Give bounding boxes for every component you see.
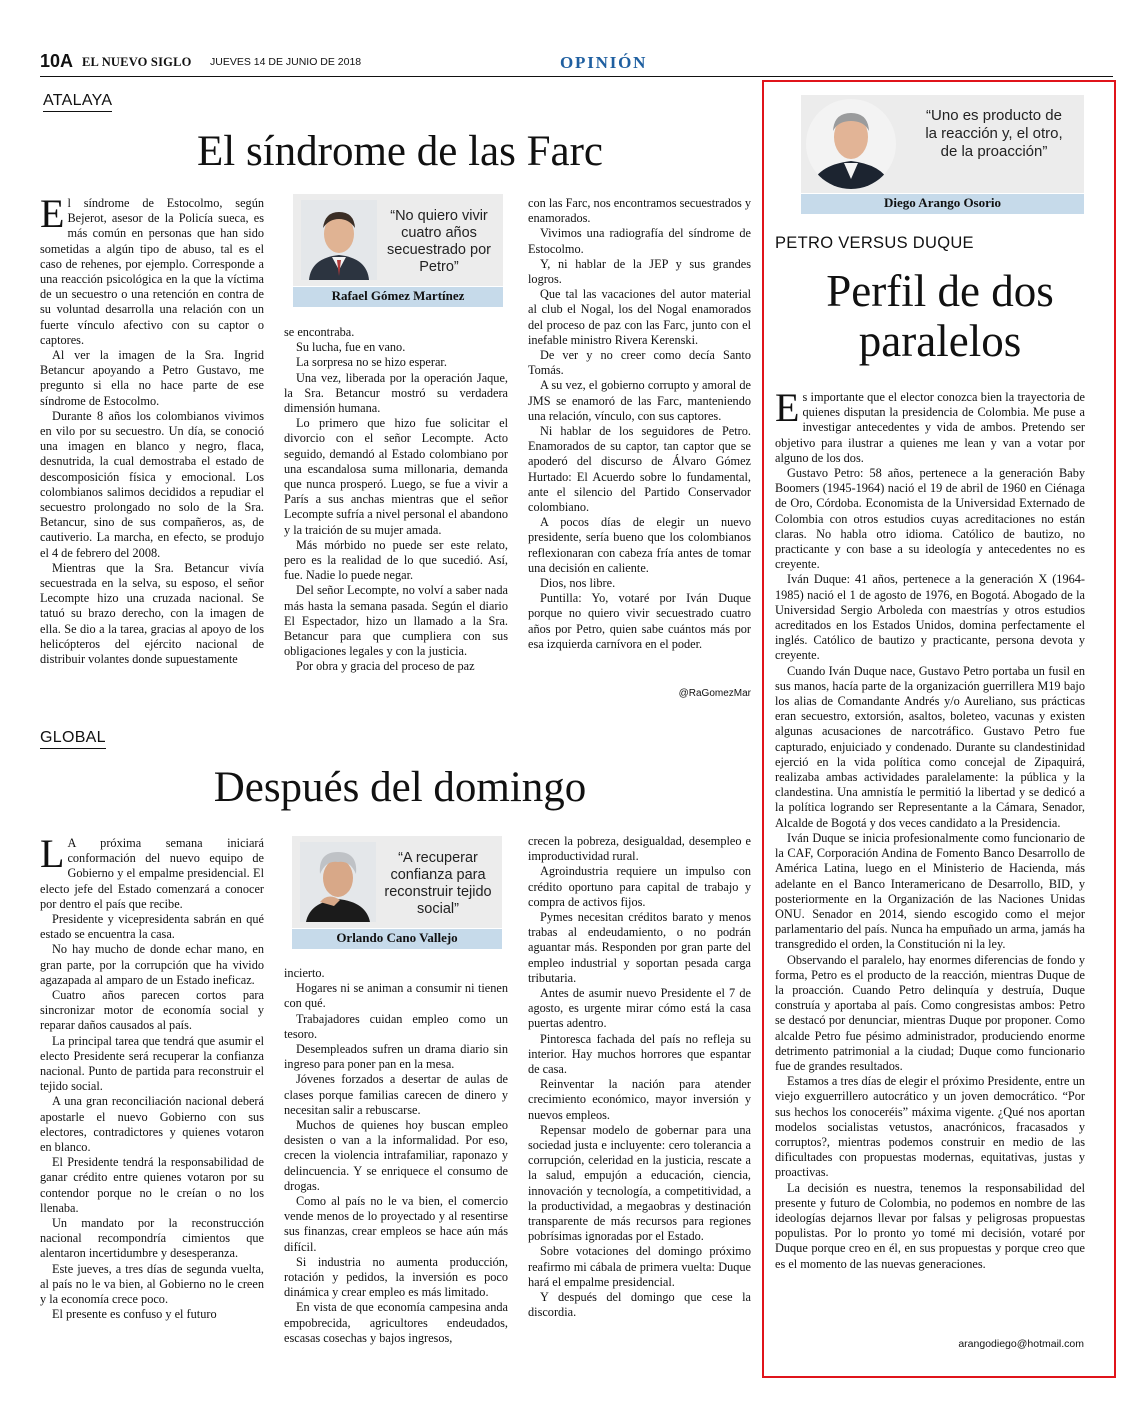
article-column	[528, 196, 751, 686]
headline-farc: El síndrome de las Farc	[196, 128, 603, 175]
paragraph: Pintoresca fachada del país no refleja su interior. Hay muchos horrores que espantar de casa.	[528, 1031, 751, 1077]
author-photo	[806, 99, 896, 189]
quote-box-arango	[801, 95, 1084, 193]
author-byline: Orlando Cano Vallejo	[292, 929, 502, 949]
paragraph: Observando el paralelo, hay enormes diferencias de fondo y forma, Petro es el producto de la reacción, mientras Duque de la proacción. Cuando Petro delinquía y destruía, Duque construía y aportaba al país. Como congresistas ambos: Petro se destacó por denunciar, mientras Duque por proponer. Como alcalde Petro fue pésimo administrador, produciendo enorme detrimento patrimonial a la ciudad; Duque como funcionario fue de grandes resultados.	[775, 952, 1085, 1073]
paragraph: crecen la pobreza, desigualdad, desempleo e improductividad rural.	[528, 834, 751, 864]
paragraph: Trabajadores cuidan empleo como un tesoro.	[284, 1011, 508, 1041]
paragraph: se encontraba.	[284, 325, 355, 339]
paragraph: Es importante que el elector conozca bien la trayectoria de quienes disputan la presidencia de Colombia. Me puse a investigar antecedentes y vida de ambos. Pretendo ser objetivo para ilustrar a quienes me lean y van a votar por alguno de los dos.	[775, 390, 1085, 465]
paragraph: Repensar modelo de gobernar para una sociedad justa e incluyente: cero tolerancia a corrupción, celeridad en la justicia, rescate a la salud, empujón a educación, ciencia, innovación y tecnología, a competitividad, a la productividad, a megaobras y destinación transparente de más recursos para regiones pobrísimas ignoradas por el Estado.	[528, 1122, 751, 1244]
paragraph: Y, ni hablar de la JEP y sus grandes logros.	[528, 256, 751, 287]
article-column	[40, 196, 264, 708]
paragraph: Que tal las vacaciones del autor material al club el Nogal, los del Nogal enamorados del proceso de paz con las Farc, junto con el inefable ministro Rivera Kerenski.	[528, 287, 751, 347]
drop-cap: E	[775, 390, 800, 430]
paragraph: Hogares ni se animan a consumir ni tienen con qué.	[284, 981, 508, 1011]
paragraph: Como al país no le va bien, el comercio vende menos de lo proyectado y al resentirse sus finanzas, crear empleos se hace aún más difícil.	[284, 1194, 508, 1254]
paragraph: Al ver la imagen de la Sra. Ingrid Betancur apoyando a Petro Gustavo, me pregunto si ella no hace parte de ese síndrome de Estocolmo.	[40, 348, 264, 408]
paragraph: Jóvenes forzados a desertar de aulas de clases porque familias carecen de dinero y necesitan salir a rebuscarse.	[284, 1072, 508, 1117]
section-tag-global: GLOBAL	[40, 729, 106, 749]
paragraph: Iván Duque se inicia profesionalmente como funcionario de la CAF, Corporación Andina de Fomento Banco Desarrollo de América Latina, luego en el Ministerio de Hacienda, más adelante en el Banco Interamericano de Desarrollo, BID, y posteriormente en la Organización de las Naciones Unidas ONU. Senador en 2014, siendo escogido como el mejor parlamentario del país. Nunca ha empuñado un arma, jamás ha transgredido el orden, la Constitución ni la ley.	[775, 830, 1085, 952]
paragraph: Iván Duque: 41 años, pertenece a la generación X (1964-1985) nació el 1 de agosto de 1976, en Bogotá. Abogado de la Universidad Sergio Arboleda con maestrías y otros estudios acreditados en los Estados Unidos, domina perfectamente el inglés. Católico de bautizo y practicante, persona devota y creyente.	[775, 572, 1085, 663]
section-name: OPINIÓN	[560, 53, 648, 72]
paragraph: L A próxima semana iniciará conformación del nuevo equipo de Gobierno y el empalme presidencial. El electo jefe del Estado comenzará a conocer por dentro el país que recibe.	[40, 836, 264, 911]
author-email: arangodiego@hotmail.com	[958, 1338, 1084, 1350]
paragraph: Antes de asumir nuevo Presidente el 7 de agosto, es urgente mirar cómo está la casa puertas adentro.	[528, 986, 751, 1031]
paragraph: con las Farc, nos encontramos secuestrados y enamorados.	[528, 196, 751, 226]
article-column	[284, 325, 508, 708]
paragraph: Del señor Lecompte, no volví a saber nada más hasta la semana pasada. Según el diario El Espectador, hizo un llamado a la Sra. Betancur para que cumpliera con sus obligaciones legales y con la justicia.	[284, 583, 508, 659]
paragraph: Cuando Iván Duque nace, Gustavo Petro portaba un fusil en sus manos, hacía parte de la organización guerrillera M19 bajo los alias de Comandante Andrés y/o Aureliano, sus prácticas eran secuestro, extorsión, asaltos, boleteo, vacunas y existen algunas acusaciones de narcotráfico. Gustavo Petro fue capturado, enjuiciado y condenado. Durante su clandestinidad ejerció en la vida política como concejal de Zipaquirá, realizaba ambas actividades paralelamente: la pública y la clandestina. Una amnistía le permitió la libertad y se dedicó a la política logrando ser Representante a la Cámara, Senador, Alcalde de Bogotá y dos veces candidato a la Presidencia.	[775, 663, 1085, 830]
drop-cap: L	[40, 836, 65, 876]
paragraph: Y después del domingo que cese la discordia.	[528, 1290, 751, 1320]
paragraph: En vista de que economía campesina anda empobrecida, agricultores endeudados, escasas cosechas y bajos ingresos,	[284, 1300, 508, 1345]
paper-name: EL NUEVO SIGLO	[82, 55, 192, 69]
masthead	[40, 50, 1113, 77]
paragraph: Una vez, liberada por la operación Jaque, la Sra. Betancur mostró su verdadera dimensión humana.	[284, 370, 508, 416]
paragraph: Vivimos una radiografía del síndrome de Estocolmo.	[528, 226, 751, 256]
paragraph: Presidente y vicepresidenta sabrán en qué estado se encuentra la casa.	[40, 912, 264, 942]
drop-cap: E	[40, 196, 65, 236]
paragraph: A su vez, el gobierno corrupto y amoral de JMS se enamoró de las Farc, manteniendo una relación, vínculo, con sus captores.	[528, 378, 751, 423]
paragraph: Puntilla: Yo, votaré por Iván Duque porque no quiero vivir secuestrado cuatro años por Petro, quien sabe cuántos más por esa izquierda carnívora en el poder.	[528, 591, 751, 651]
headline-line: Perfil de dos	[826, 266, 1054, 316]
paragraph: La sorpresa no se hizo esperar.	[296, 355, 447, 370]
paragraph: Agroindustria requiere un impulso con crédito oportuno para capital de trabajo y compra de activos fijos.	[528, 864, 751, 909]
article-column	[528, 834, 751, 1352]
paragraph: Más mórbido no puede ser este relato, pero es la realidad de lo que sucedió. Así, fue. Nadie lo puede negar.	[284, 537, 508, 583]
pull-quote: “Uno es producto de la reacción y, el otro, de la proacción”	[925, 107, 1063, 160]
paragraph: Un mandato por la reconstrucción nacional recompondría cimientos que alentaron incertidumbre y desesperanza.	[40, 1216, 264, 1261]
paragraph: La principal tarea que tendrá que asumir el electo Presidente será recuperar la confianza nacional. Punto de partida para reconstruir el tejido social.	[40, 1033, 264, 1094]
paragraph: Lo primero que hizo fue solicitar el divorcio con el señor Lecompte. Acto seguido, demandó al Estado colombiano por una escandalosa suma millonaria, demanda que nunca prosperó. Luego, se fue a vivir a París a sus anchas mientras que el señor Lecompte sufría a nivel personal el abandono y la traición de su mujer amada.	[284, 416, 508, 537]
pull-quote: “No quiero vivir cuatro años secuestrado por Petro”	[387, 208, 491, 275]
headline-line: paralelos	[858, 316, 1022, 366]
headline-domingo: Después del domingo	[213, 764, 587, 811]
section-tag-atalaya: ATALAYA	[43, 92, 112, 112]
paragraph: No hay mucho de donde echar mano, en gran parte, por la corrupción que ha vivido agazapada al amparo de un Estado ineficaz.	[40, 942, 264, 987]
author-photo	[300, 842, 376, 922]
article-column	[40, 836, 264, 1352]
paragraph: Reinventar la nación para atender crecimiento económico, mayor inversión y nuevos empleos.	[528, 1077, 751, 1122]
paragraph: Estamos a tres días de elegir el próximo Presidente, entre un viejo exguerrillero autocrático y un joven democrático. “Por sus hechos los conoceréis” máxima vigente. ¿Qué nos aportan modelos socialistas vetustos, anacrónicos, fracasados y corruptos?, mientras podemos construir en medio de las dificultades con propuestas modernas, equitativas, justas y proactivas.	[775, 1074, 1085, 1180]
paragraph: Gustavo Petro: 58 años, pertenece a la generación Baby Boomers (1945-1964) nació el 19 de abril de 1960 en Ciénaga de Oro, Córdoba. Economista de la Universidad Externado de Colombia con otros estudios cuyas acreditaciones no están claras. No habla otro idioma. Católico de bautizo, no practicante y con base a su ideología y antecedentes no es creyente.	[775, 466, 1085, 572]
paragraph: El síndrome de Estocolmo, según Bejerot, asesor de la Policía sueca, es más común en personas que han sido sometidas a algún tipo de abuso, tal es el caso de rehenes, por ejemplo. Corresponde a una reacción psicológica en la que la víctima de un secuestro o una retención en contra de su voluntad desarrolla una relación con un fuerte vínculo afectivo con su captor o captores.	[40, 196, 264, 347]
quote-box-cano	[292, 836, 502, 928]
paragraph: Muchos de quienes hoy buscan empleo desisten o van a la informalidad. Por eso, crecen la violencia intrafamiliar, raponazo y delincuencia. Y se enriquece el consumo de drogas.	[284, 1118, 508, 1193]
paragraph: Este jueves, a tres días de segunda vuelta, al país no le va bien, al Gobierno no le creen y la economía crece poco.	[40, 1261, 264, 1307]
paragraph: incierto.	[284, 966, 325, 980]
article-column	[775, 390, 1085, 1336]
paragraph: El Presidente tendrá la responsabilidad de ganar crédito entre quienes votaron por su contendor porque no le creían o no los llenaba.	[40, 1155, 264, 1215]
paragraph: Ni hablar de los seguidores de Petro. Enamorados de su captor, tan captor que se apoderó del discurso de Álvaro Gómez Hurtado: El Acuerdo sobre lo fundamental, ante el silencio del Partido Conservador colombiano.	[528, 424, 751, 515]
paragraph: Su lucha, fue en vano.	[296, 340, 406, 355]
paragraph: A pocos días de elegir un nuevo presidente, sería bueno que los colombianos reflexionaran con cabeza fría antes de tomar una decisión en caliente.	[528, 515, 751, 575]
author-byline: Rafael Gómez Martínez	[293, 287, 503, 307]
paragraph: Pymes necesitan créditos barato y menos trabas al endeudamiento, o no podrán aguantar más. Responden por gran parte del empleo industrial y soportan pesada carga tributaria.	[528, 910, 751, 985]
paragraph: De ver y no creer como decía Santo Tomás.	[528, 348, 751, 378]
quote-box-gomez	[293, 194, 503, 286]
paragraph: A una gran reconciliación nacional deberá apostarle el nuevo Gobierno con sus electores, contradictores y quienes votaron en blanco.	[40, 1094, 264, 1155]
paragraph: El presente es confuso y el futuro	[52, 1307, 217, 1322]
paragraph: La decisión es nuestra, tenemos la responsabilidad del presente y futuro de Colombia, no podemos en nombre de las ideologías dejarnos llevar por falsas y peligrosas propuestas populistas. Por lo pronto yo tomé mi decisión, votaré por Duque porque creo en él, en sus propuestas y porque creo que es el momento de las nuevas generaciones.	[775, 1180, 1085, 1271]
paragraph: Desempleados sufren un drama diario sin ingreso para poner pan en la mesa.	[284, 1042, 508, 1072]
pull-quote: “A recuperar confianza para reconstruir tejido social”	[384, 850, 492, 917]
page-number: 10A	[40, 51, 74, 71]
author-byline: Diego Arango Osorio	[801, 194, 1084, 214]
author-photo	[301, 200, 377, 280]
section-tag-petro-duque: PETRO VERSUS DUQUE	[775, 234, 974, 252]
article-column	[284, 966, 508, 1352]
headline-perfil	[770, 266, 1110, 366]
paragraph: Durante 8 años los colombianos vivimos en vilo por su secuestro. Un día, se conoció una imagen en blanco y negro, flaca, desnutrida, la cual demostraba el estado de descomposición física y emocional. Los colombianos salimos decididos a repudiar el secuestro prolongado no solo de la Sra. Betancur, sino de sus compañeros, as, de cautiverio. La marcha, en efecto, se produjo el 4 de febrero del 2008.	[40, 408, 264, 560]
issue-date: JUEVES 14 DE JUNIO DE 2018	[210, 56, 362, 68]
paragraph: Dios, nos libre.	[540, 576, 616, 591]
paragraph: Mientras que la Sra. Betancur vivía secuestrada en la selva, su esposo, el señor Lecompte hizo una cruzada nacional. Se tatuó su brazo derecho, con la imagen de ella. Se dio a la tarea, gracias al apoyo de los helicópteros del ejército nacional de distribuir volantes donde supuestamente	[40, 560, 264, 667]
paragraph: Si industria no aumenta producción, rotación y pedidos, la inversión es poco dinámica y crear empleo es más limitado.	[284, 1254, 508, 1300]
paragraph: Sobre votaciones del domingo próximo reafirmo mi cábala de primera vuelta: Duque hará el empalme presidencial.	[528, 1244, 751, 1289]
paragraph: Por obra y gracia del proceso de paz	[296, 659, 475, 674]
paragraph: Cuatro años parecen cortos para sincronizar motor de economía social y reparar daños causados al país.	[40, 988, 264, 1033]
author-handle: @RaGomezMar	[678, 688, 751, 699]
